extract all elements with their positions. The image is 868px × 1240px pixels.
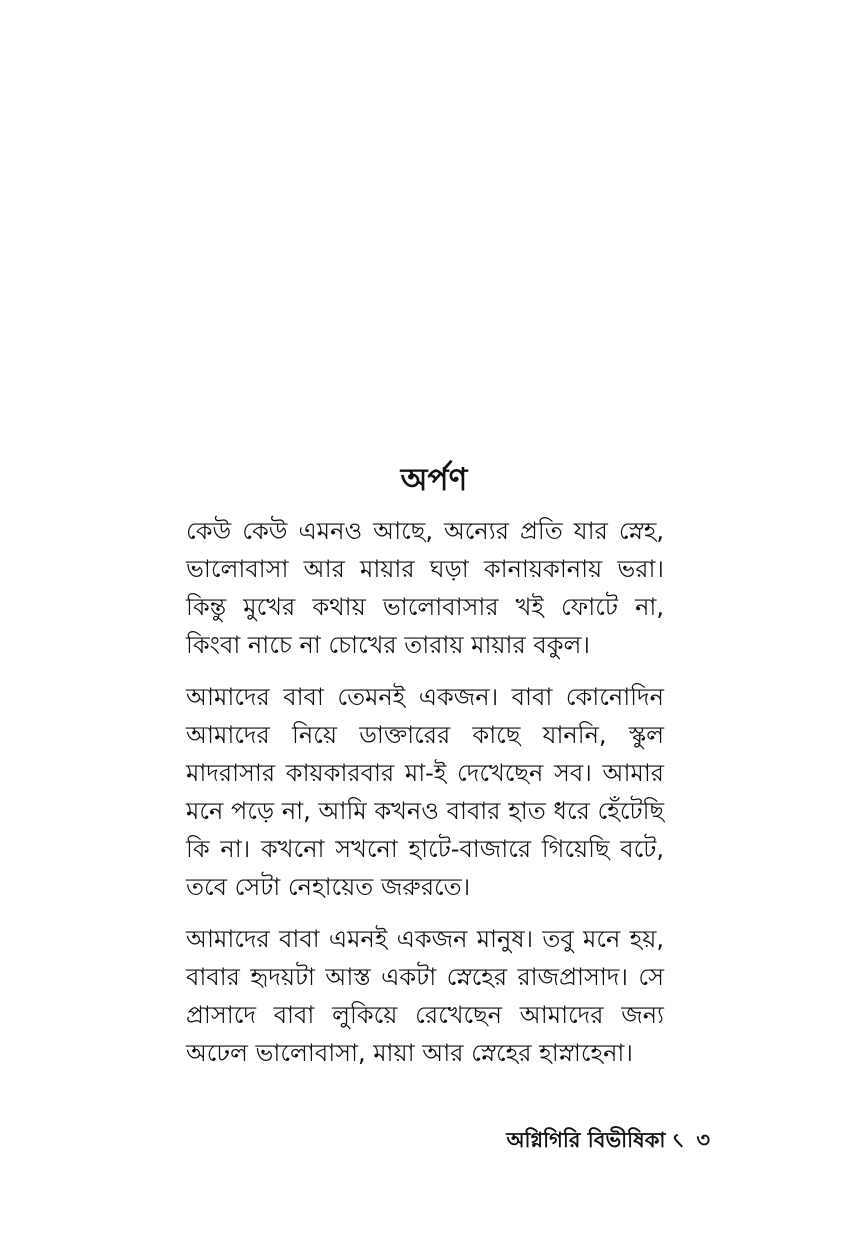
page-number: ৩ (696, 1128, 710, 1152)
footer-separator: ৻ (672, 1128, 684, 1152)
footer-book-title: অগ্নিগিরি বিভীষিকা (506, 1128, 666, 1152)
paragraph-2: আমাদের বাবা তেমনই একজন। বাবা কোনোদিন আমাদের নিয়ে ডাক্তারের কাছে যাননি, স্কুল মাদরাসার কায়কারবার মা-ই দেখেছেন সব। আমার মনে পড়ে না, আমি কখনও বাবার হাত ধরে হেঁটেছি কি না। কখনো সখনো হাটে-বাজারে গিয়েছি বটে, তবে সেটা নেহায়েত জরুরতে। (186, 683, 664, 901)
paragraph-3: আমাদের বাবা এমনই একজন মানুষ। তবু মনে হয়, বাবার হৃদয়টা আস্ত একটা স্নেহের রাজপ্রাসাদ। সে প্রাসাদে বাবা লুকিয়ে রেখেছেন আমাদের জন্য অঢেল ভালোবাসা, মায়া আর স্নেহের হাস্নাহেনা। (186, 925, 664, 1067)
paragraph-1: কেউ কেউ এমনও আছে, অন্যের প্রতি যার স্নেহ, ভালোবাসা আর মায়ার ঘড়া কানায়কানায় ভরা। কিন্তু মুখের কথায় ভালোবাসার খই ফোটে না, কিংবা নাচে না চোখের তারায় মায়ার বকুল। (186, 517, 664, 659)
page-title: অর্পণ (400, 462, 468, 498)
page-footer (440, 1124, 710, 1156)
body-text (186, 512, 664, 1086)
